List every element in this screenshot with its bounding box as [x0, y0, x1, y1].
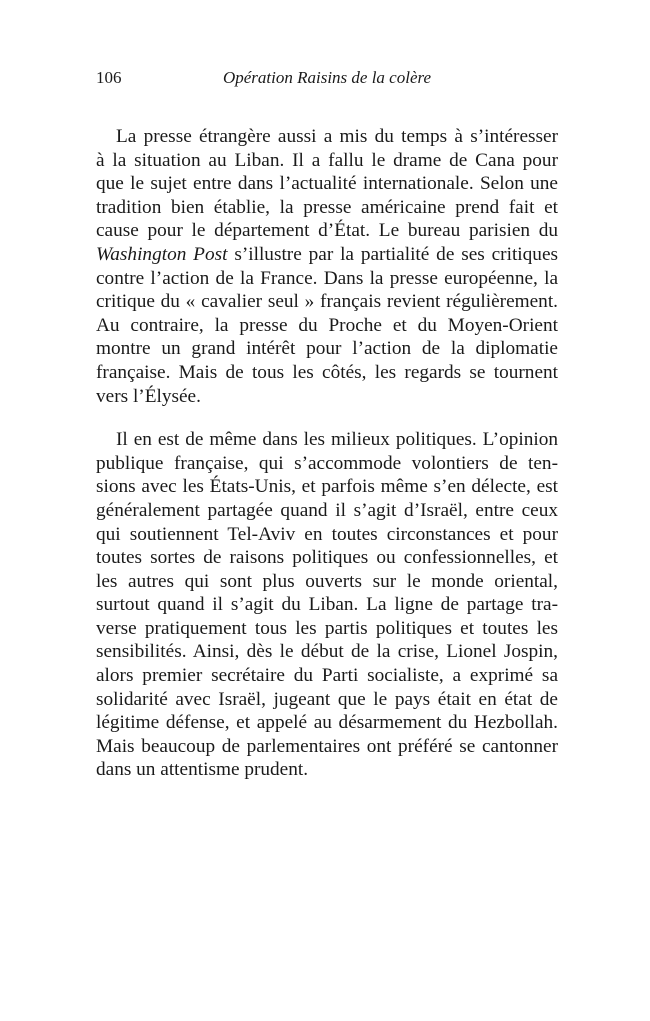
- page-number: 106: [96, 68, 122, 87]
- text-line: vers l’Élysée.: [96, 385, 201, 407]
- text-line: généralement partagée quand il s’agit d’Israël, entre ceux: [96, 499, 558, 521]
- text-line: française. Mais de tous les côtés, les regards se tournent: [96, 361, 558, 383]
- text-fragment: s’illustre par la partialité de ses critiques: [234, 243, 559, 265]
- text-line: solidarité avec Israël, jugeant que le pays était en état de: [96, 688, 558, 710]
- text-line: critique du « cavalier seul » français revient régulièrement.: [96, 291, 558, 313]
- text-line: que le sujet entre dans l’actualité internationale. Selon une: [96, 173, 558, 195]
- text-line: sions avec les États-Unis, et parfois même s’en délecte, est: [96, 476, 558, 498]
- running-title: Opération Raisins de la colère: [222, 68, 432, 87]
- text-line: à la situation au Liban. Il a fallu le drame de Cana pour: [96, 149, 558, 171]
- text-line: Mais beaucoup de parlementaires ont préféré se cantonner: [96, 735, 558, 757]
- text-line: La presse étrangère aussi a mis du temps à s’intéresser: [116, 126, 558, 147]
- text-line: verse pratiquement tous les partis politiques et toutes les: [96, 617, 558, 639]
- text-line: sensibilités. Ainsi, dès le début de la crise, Lionel Jospin,: [96, 641, 558, 663]
- running-header: [96, 66, 558, 90]
- paragraph-1: [96, 125, 558, 408]
- text-line: alors premier secrétaire du Parti socialiste, a exprimé sa: [96, 665, 558, 687]
- text-line: tradition bien établie, la presse américaine prend fait et: [96, 196, 558, 218]
- text-line: toutes sortes de raisons politiques ou confessionnelles, et: [96, 547, 558, 569]
- text-line: [96, 243, 558, 267]
- text-line: publique française, qui s’accommode volontiers de ten-: [96, 452, 558, 474]
- text-line: cause pour le département d’État. Le bureau parisien du: [96, 220, 558, 242]
- text-line: dans un attentisme prudent.: [96, 759, 309, 781]
- text-line: légitime défense, et appelé au désarmement du Hezbollah.: [96, 712, 558, 734]
- text-line: les autres qui sont plus ouverts sur le monde oriental,: [96, 570, 558, 592]
- body-text: [96, 125, 558, 782]
- text-line: montre un grand intérêt pour l’action de la diplomatie: [96, 338, 558, 360]
- text-line: contre l’action de la France. Dans la presse européenne, la: [96, 267, 558, 289]
- paragraph-2: [96, 428, 558, 782]
- text-line: qui soutiennent Tel-Aviv en toutes circonstances et pour: [96, 523, 558, 545]
- text-line: surtout quand il s’agit du Liban. La ligne de partage tra-: [96, 594, 558, 616]
- text-line: Au contraire, la presse du Proche et du Moyen-Orient: [96, 314, 558, 336]
- newspaper-title: Washington Post: [96, 243, 228, 265]
- text-line: Il en est de même dans les milieux politiques. L’opinion: [116, 429, 558, 451]
